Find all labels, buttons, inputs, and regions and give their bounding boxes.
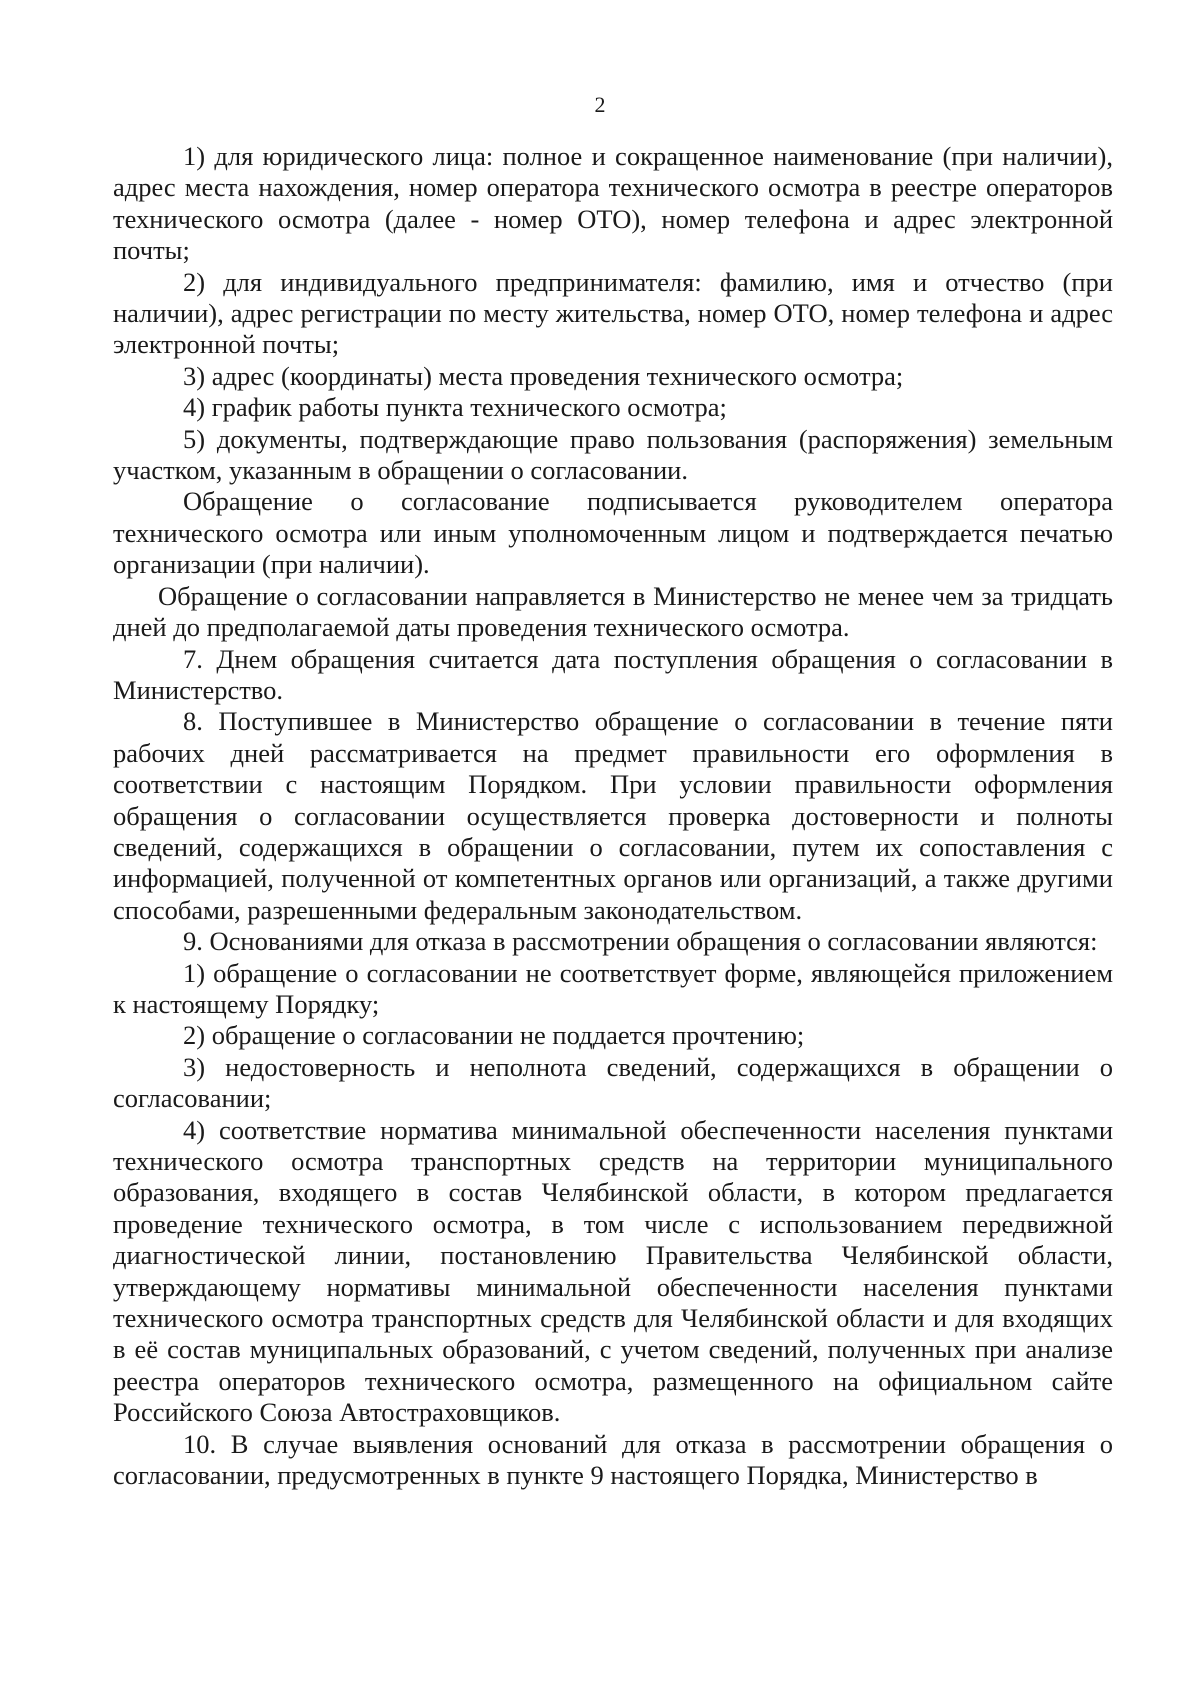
document-body <box>113 141 1113 1491</box>
paragraph-individual-entrepreneur: 2) для индивидуального предпринимателя: фамилию, имя и отчество (при наличии), адрес регистрации по месту жительства, номер ОТО, номер телефона и адрес электронной почты; <box>113 266 1113 360</box>
paragraph-inspection-address: 3) адрес (координаты) места проведения технического осмотра; <box>183 360 904 391</box>
paragraph-work-schedule: 4) график работы пункта технического осмотра; <box>183 392 727 423</box>
paragraph-item-7: 7. Днем обращения считается дата поступления обращения о согласовании в Министерство. <box>113 643 1113 705</box>
paragraph-land-documents: 5) документы, подтверждающие право пользования (распоряжения) земельным участком, указанным в обращении о согласовании. <box>113 423 1113 486</box>
paragraph-refusal-inaccurate: 3) недостоверность и неполнота сведений, содержащихся в обращении о согласовании; <box>113 1051 1113 1114</box>
paragraph-refusal-norm: 4) соответствие норматива минимальной обеспеченности населения пунктами технического осмотра транспортных средств на территории муниципального образования, входящего в состав Челябинской области, в котором предлагается проведение технического осмотра, в том числе с использованием передвижной диагностической линии, постановлению Правительства Челябинской области, утверждающему нормативы минимальной обеспеченности населения пунктами технического осмотра транспортных средств для Челябинской области и для входящих в её состав муниципальных образований, с учетом сведений, полученных при анализе реестра операторов технического осмотра, размещенного на официальном сайте Российского Союза Автостраховщиков. <box>113 1114 1113 1428</box>
page-number: 2 <box>594 92 606 117</box>
paragraph-submission-deadline: Обращение о согласовании направляется в Министерство не менее чем за тридцать дней до предполагаемой даты проведения технического осмотра. <box>113 580 1113 643</box>
paragraph-item-9: 9. Основаниями для отказа в рассмотрении обращения о согласовании являются: <box>183 926 1098 957</box>
paragraph-legal-entity: 1) для юридического лица: полное и сокращенное наименование (при наличии), адрес места нахождения, номер оператора технического осмотра в реестре операторов технического осмотра (далее - номер ОТО), номер телефона и адрес электронной почты; <box>113 141 1113 266</box>
paragraph-refusal-unreadable: 2) обращение о согласовании не поддается прочтению; <box>183 1020 805 1051</box>
paragraph-item-10: 10. В случае выявления оснований для отказа в рассмотрении обращения о согласовании, предусмотренных в пункте 9 настоящего Порядка, Министерство в <box>113 1428 1113 1491</box>
paragraph-signature: Обращение о согласование подписывается руководителем оператора технического осмотра или иным уполномоченным лицом и подтверждается печатью организации (при наличии). <box>113 486 1113 580</box>
paragraph-refusal-form: 1) обращение о согласовании не соответствует форме, являющейся приложением к настоящему Порядку; <box>113 957 1113 1019</box>
paragraph-item-8: 8. Поступившее в Министерство обращение о согласовании в течение пяти рабочих дней рассматривается на предмет правильности его оформления в соответствии с настоящим Порядком. При условии правильности оформления обращения о согласовании осуществляется проверка достоверности и полноты сведений, содержащихся в обращении о согласовании, путем их сопоставления с информацией, полученной от компетентных органов или организаций, а также другими способами, разрешенными федеральным законодательством. <box>113 706 1113 925</box>
